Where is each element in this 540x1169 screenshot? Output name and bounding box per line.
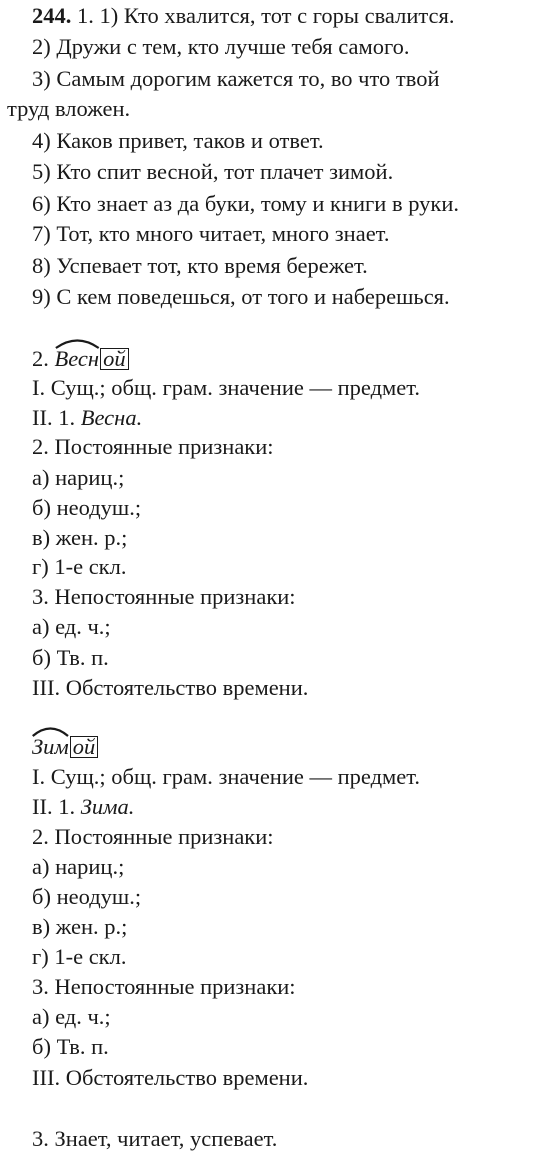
word-stem: [55, 345, 100, 373]
analysis2-line-8: 3. Непостоянные признаки:: [32, 974, 296, 999]
morpheme-parse-1: [32, 345, 129, 373]
analysis2-initial-form: Зима.: [80, 794, 135, 819]
analysis1-line-4: а) нариц.;: [32, 465, 125, 490]
analysis1-line-8: 3. Непостоянные признаки:: [32, 584, 296, 609]
analysis2-line-2: [32, 793, 134, 821]
proverb-5: 5) Кто спит весной, тот плачет зимой.: [32, 159, 394, 184]
stem-text: Весн: [54, 346, 100, 371]
exercise-number: 244.: [32, 3, 72, 28]
proverb-6: 6) Кто знает аз да буки, тому и книги в руки.: [32, 191, 460, 216]
proverb-3-continued: труд вложен.: [7, 96, 131, 121]
analysis1-line-3: 2. Постоянные признаки:: [32, 434, 274, 459]
analysis1-line-10: б) Тв. п.: [32, 645, 109, 670]
analysis2-line-1: I. Сущ.; общ. грам. значение — предмет.: [32, 764, 421, 789]
analysis2-line-3: 2. Постоянные признаки:: [32, 824, 274, 849]
analysis1-line-2: [32, 404, 142, 432]
morpheme-parse-2: [32, 733, 98, 761]
stem-text: Зим: [32, 734, 69, 759]
analysis2-line-11: III. Обстоятельство времени.: [32, 1065, 309, 1090]
word-ending-box: ой: [100, 348, 129, 370]
exercise-heading-line: [32, 2, 454, 30]
proverb-3: 3) Самым дорогим кажется то, во что твой: [32, 66, 440, 91]
analysis2-line-4: а) нариц.;: [32, 854, 125, 879]
proverb-4: 4) Каков привет, таков и ответ.: [32, 128, 324, 153]
word-stem: [32, 733, 69, 761]
analysis2-line-10: б) Тв. п.: [32, 1034, 109, 1059]
proverb-8: 8) Успевает тот, кто время бережет.: [32, 253, 368, 278]
analysis1-line-5: б) неодуш.;: [32, 495, 142, 520]
analysis1-line-1: I. Сущ.; общ. грам. значение — предмет.: [32, 375, 421, 400]
part2-label: 2.: [32, 346, 49, 371]
part3-answer: 3. Знает, читает, успевает.: [32, 1126, 278, 1151]
analysis1-line-6: в) жен. р.;: [32, 525, 128, 550]
part1-label: 1.: [77, 3, 94, 28]
root-arc-icon: [55, 337, 100, 349]
analysis2-line-6: в) жен. р.;: [32, 914, 128, 939]
word-ending-box: ой: [70, 736, 99, 758]
proverb-7: 7) Тот, кто много читает, много знает.: [32, 221, 390, 246]
root-arc-icon: [32, 725, 69, 737]
analysis1-line-7: г) 1-е скл.: [32, 554, 127, 579]
analysis2-line-9: а) ед. ч.;: [32, 1004, 111, 1029]
analysis2-line-7: г) 1-е скл.: [32, 944, 127, 969]
analysis1-line-2-prefix: II. 1.: [32, 405, 76, 430]
analysis2-line-2-prefix: II. 1.: [32, 794, 76, 819]
analysis2-line-5: б) неодуш.;: [32, 884, 142, 909]
proverb-9: 9) С кем поведешься, от того и наберешься.: [32, 284, 450, 309]
analysis1-initial-form: Весна.: [80, 405, 143, 430]
proverb-2: 2) Дружи с тем, кто лучше тебя самого.: [32, 34, 410, 59]
analysis1-line-9: а) ед. ч.;: [32, 614, 111, 639]
analysis1-line-11: III. Обстоятельство времени.: [32, 675, 309, 700]
proverb-1: 1) Кто хвалится, тот с горы свалится.: [99, 3, 455, 28]
